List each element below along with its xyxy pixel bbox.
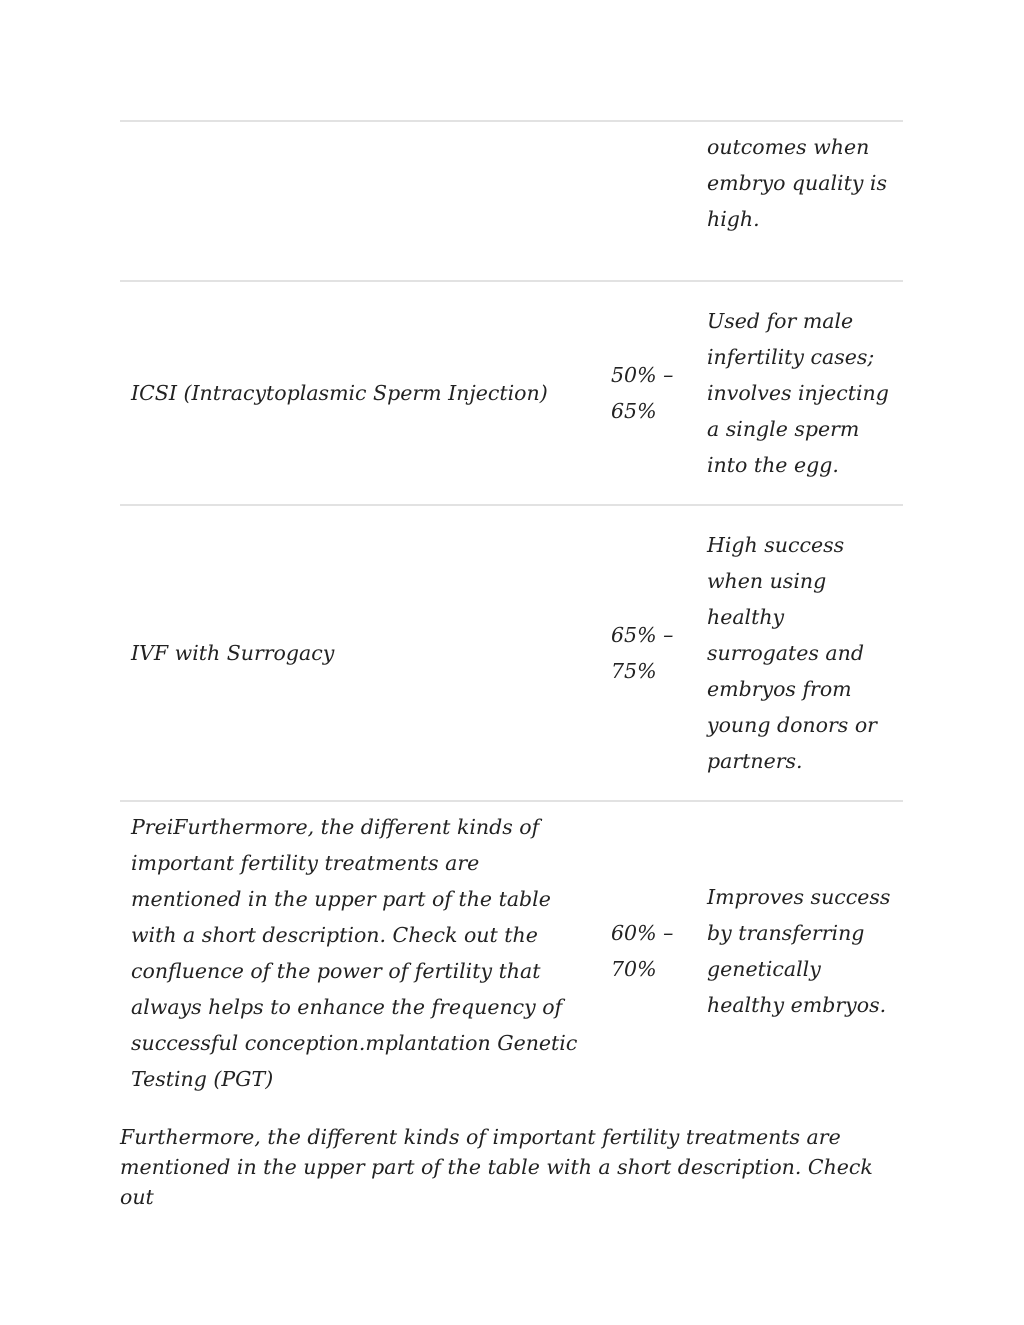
treatment-cell: ICSI (Intracytoplasmic Sperm Injection) [120, 281, 600, 505]
success-rate-cell: 50% – 65% [600, 281, 698, 505]
treatment-cell [120, 121, 600, 281]
fertility-treatment-table [120, 120, 903, 1100]
notes-cell: Improves success by transferring genetically healthy embryos. [698, 801, 903, 1100]
body-paragraph: Furthermore, the different kinds of important fertility treatments are mentioned in the upper part of the table with a short description. Check out [120, 1125, 873, 1209]
table-row [120, 281, 903, 505]
table-row [120, 121, 903, 281]
notes-cell: High success when using healthy surrogates and embryos from young donors or partners. [698, 505, 903, 801]
notes-cell: Used for male infertility cases; involves injecting a single sperm into the egg. [698, 281, 903, 505]
notes-cell: outcomes when embryo quality is high. [698, 121, 903, 281]
success-rate-cell: 65% – 75% [600, 505, 698, 801]
table-row [120, 801, 903, 1100]
success-rate-cell [600, 121, 698, 281]
treatment-cell: PreiFurthermore, the different kinds of important fertility treatments are mentioned in the upper part of the table with a short description. Check out the confluence of the power of fertility that always helps to enhance the frequency of successful conception.mplantation Genetic Testing (PGT) [120, 801, 600, 1100]
treatment-cell: IVF with Surrogacy [120, 505, 600, 801]
fertility-treatment-table-container [120, 120, 903, 1100]
success-rate-cell: 60% – 70% [600, 801, 698, 1100]
table-row [120, 505, 903, 801]
